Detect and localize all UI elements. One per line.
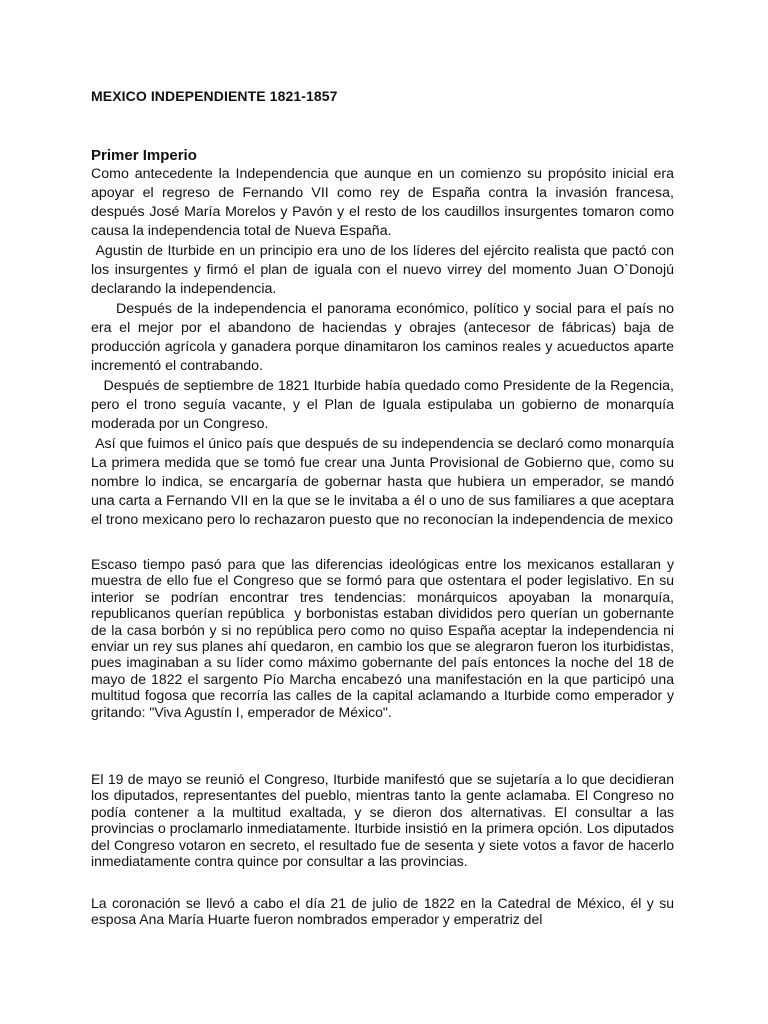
paragraph-19-mayo: El 19 de mayo se reunió el Congreso, Iturbide manifestó que se sujetaría a lo que decidieran los diputados, representantes del pueblo, mientras tanto la gente aclamaba. El Congreso no podía contener a la multitud exaltada, y se dieron dos alternativas. El consultar a las provincias o proclamarlo inmediatamente. Iturbide insistió en la primera opción. Los diputados del Congreso votaron en secreto, el resultado fue de sesenta y siete votos a favor de hacerlo inmediatamente contra quince por consultar a las provincias. [91,771,678,870]
paragraph-panorama: Después de la independencia el panorama económico, político y social para el país no era el mejor por el abandono de haciendas y obrajes (antecesor de fábricas) baja de producción agrícola y ganadera porque dinamitaron los caminos reales y acueductos aparte incrementó el contrabando. [91,301,678,374]
paragraph-regencia: Después de septiembre de 1821 Iturbide había quedado como Presidente de la Regencia, pero el trono seguía vacante, y el Plan de Iguala estipulaba un gobierno de monarquía moderada por un Congreso. [91,378,678,432]
paragraph-iturbide: Agustin de Iturbide en un principio era uno de los líderes del ejército realista que pactó con los insurgentes y firmó el plan de iguala con el nuevo virrey del momento Juan O`Donojú declarando la independencia. [91,243,678,297]
paragraph-antecedente: Como antecedente la Independencia que aunque en un comienzo su propósito inicial era apoyar el regreso de Fernando VII como rey de España contra la invasión francesa, después José María Morelos y Pavón y el resto de los caudillos insurgentes tomaron como causa la independencia total de Nueva España. [91,166,678,239]
paragraph-coronacion: La coronación se llevó a cabo el día 21 de julio de 1822 en la Catedral de México, él y su esposa Ana María Huarte fueron nombrados emperador y emperatriz del [91,895,678,928]
paragraph-congreso: Escaso tiempo pasó para que las diferencias ideológicas entre los mexicanos estallaran y muestra de ello fue el Congreso que se formó para que ostentara el poder legislativo. En su interior se podrían encontrar tres tendencias: monárquicos apoyaban la monarquía, republicanos querían república y borbonistas estaban divididos pero querían un gobernante de la casa borbón y si no república pero como no quiso España aceptar la independencia ni enviar un rey sus planes ahí quedaron, en cambio los que se alegraron fueron los iturbidistas, pues imaginaban a su líder como máximo gobernante del país entonces la noche del 18 de mayo de 1822 el sargento Pío Marcha encabezó una manifestación en la que participó una multitud fogosa que recorría las calles de la capital aclamando a Iturbide como emperador y gritando: "Viva Agustín I, emperador de México". [91,556,678,720]
paragraph-monarquia: Así que fuimos el único país que después de su independencia se declaró como monarquía La primera medida que se tomó fue crear una Junta Provisional de Gobierno que, como su nombre lo indica, se encargaría de gobernar hasta que hubiera un emperador, se mandó una carta a Fernando VII en la que se le invitaba a él o uno de sus familiares a que aceptara el trono mexicano pero lo rechazaron puesto que no reconocían la independencia de mexico [91,436,678,528]
document-title: MEXICO INDEPENDIENTE 1821-1857 [91,88,338,104]
section-heading: Primer Imperio [91,147,197,164]
